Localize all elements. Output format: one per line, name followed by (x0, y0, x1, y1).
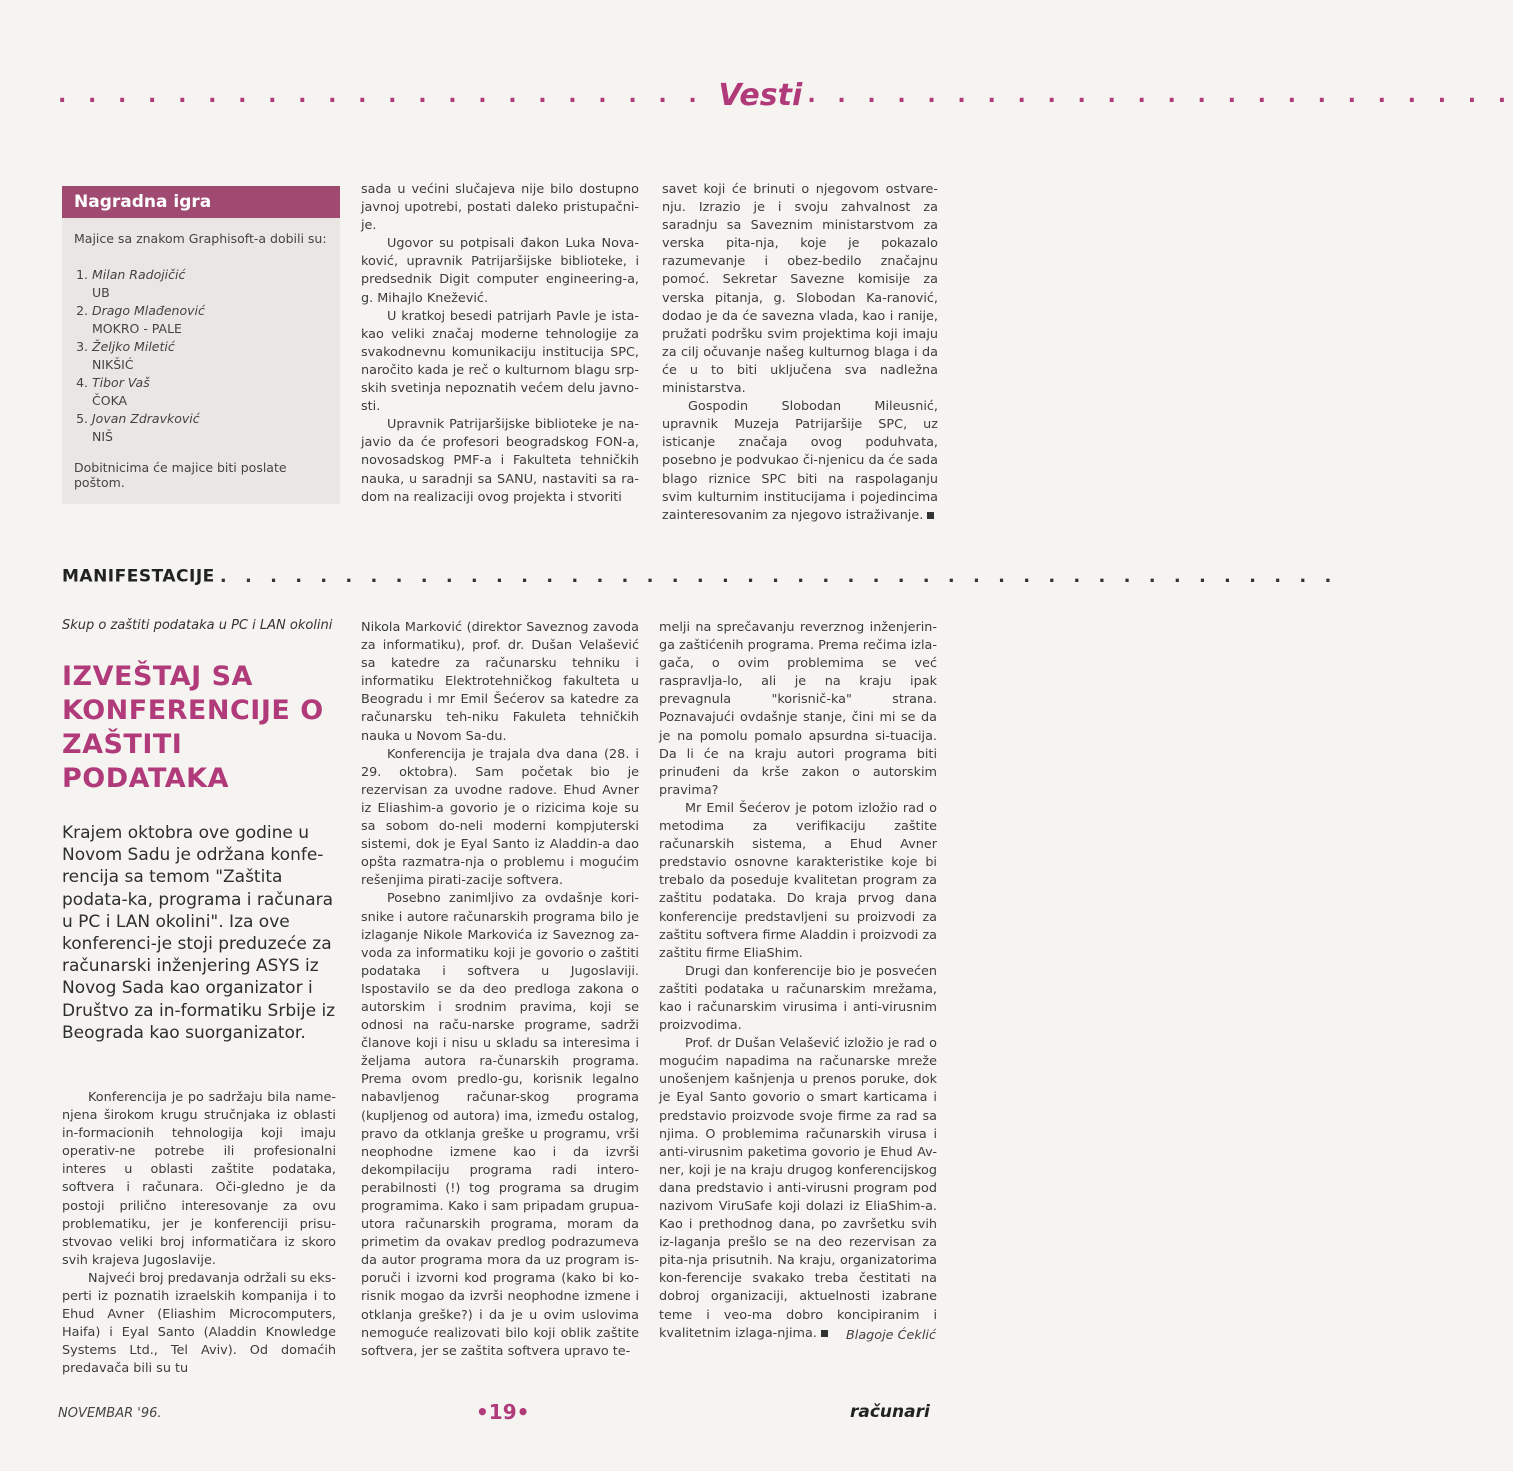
paragraph: Konferencija je po sadržaju bila name-njena širokom krugu stručnjaka iz oblasti in-formacionih tehnologija koji imaju operativ-ne potrebe ili profesionalni interes u oblasti zaštite podataka, softvera i računara. Oči-gledno je da postoji prilično interesovanje za ovu problematiku, jer je konferenciji prisu-stvovao veliki broj informatičara iz skoro svih krajeva Jugoslavije. (62, 1090, 336, 1268)
winner-item (92, 266, 328, 302)
top-column-3 (662, 181, 938, 525)
paragraph (659, 1035, 937, 1343)
winner-name: Drago Mlađenović (92, 303, 205, 318)
winner-name: Tibor Vaš (92, 375, 150, 390)
prize-game-intro: Majice sa znakom Graphisoft-a dobili su: (74, 231, 327, 246)
winner-place: ČOKA (92, 393, 128, 408)
winner-item (92, 338, 328, 374)
top-column-2 (361, 181, 639, 507)
paragraph: savet koji će brinuti o njegovom ostvare-nju. Izrazio je i svoju zahvalnost za saradnju sa Saveznim ministarstvom za verska pita-nja, koje je pokazalo razumevanje i obez-bedilo značajnu pomoć. Sekretar Savezne komisije za verska pitanja, g. Slobodan Ka-ranović, dodao je da će savezna vlada, kao i ranije, pružati podršku svim projektima koji imaju za cilj očuvanje našeg kulturnog blaga i da će u to biti uključena sva nadležna ministarstva. (662, 182, 938, 397)
article-headline: IZVEŠTAJ SA KONFERENCIJE O ZAŠTITI PODATAKA (62, 661, 324, 794)
prize-game-title: Nagradna igra (62, 186, 340, 218)
article-lead: Krajem oktobra ove godine u Novom Sadu je održana konfe-rencija sa temom "Zaštita podata-ka, programa i računara u PC i LAN okolini". Iza ove konferenci-je stoji preduzeće za računarski inženjering ASYS iz Novog Sada kao organizator i Društvo za in-formatiku Srbije iz Beograda kao suorganizator. (62, 823, 336, 1043)
winner-name: Željko Miletić (92, 339, 175, 354)
winner-item (92, 302, 328, 338)
end-mark-icon (927, 512, 934, 519)
winner-place: UB (92, 285, 110, 300)
paragraph: U kratkoj besedi patrijarh Pavle je ista-kao veliki značaj moderne tehnologije za svakodnevnu komunikaciju institucija SPC, naročito kada je reč o kulturnom blagu srp-skih svetinja nepoznatih većem delu javno-sti. (361, 308, 639, 415)
paragraph: Mr Emil Šećerov je potom izložio rad o metodima za verifikaciju zaštite računarskih sistema, a Ehud Avner predstavio osnovne karakteristike koje bi trebalo da poseduje kvalitetan program za zaštitu podataka. Do kraja prvog dana konferencije predstavljeni su proizvodi za zaštitu softvera firme Aladdin i proizvodi za zaštitu firme EliaShim. (659, 800, 937, 961)
paragraph: Ugovor su potpisali đakon Luka Nova-ković, upravnik Patrijaršijske biblioteke, i predsednik Digit computer engineering-a, g. Mihajlo Knežević. (361, 236, 639, 306)
section-header-title: Vesti (718, 78, 803, 113)
article-author: Blagoje Ćeklić (846, 1328, 936, 1343)
header-dots-right: . . . . . . . . . . . . . . . . . . . . . . . . (807, 83, 1513, 108)
paragraph: Konferencija je trajala dva dana (28. i 29. oktobra). Sam početak bio je rezervisan za uvodne radove. Ehud Avner iz Eliashim-a govorio je o rizicima koje su sa sobom do-neli moderni kompjuterski sistemi, dok je Eyal Santo iz Aladdin-a dao opšta razmatra-nja o problemu i mogućim rešenjima pirati-zacije softvera. (361, 746, 639, 889)
winner-name: Jovan Zdravković (92, 411, 200, 426)
prize-game-footer: Dobitnicima će majice biti poslate poštom. (74, 460, 287, 490)
page-number: •19• (476, 1400, 530, 1424)
winner-place: NIKŠIĆ (92, 357, 134, 372)
paragraph-text: Gospodin Slobodan Mileusnić, upravnik Muzeja Patrijaršije SPC, uz isticanje značaja ovog poduhvata, posebno je podvukao či-njenicu da će sada blago riznice SPC biti na raspolaganju svim kulturnim institucijama i pojedincima zainteresovanim za njegovo istraživanje. (662, 399, 938, 523)
paragraph-text: Prof. dr Dušan Velašević izložio je rad o mogućim napadima na računarske mreže unošenjem kašnjenja u prenos poruke, dok je Eyal Santo govorio o smart karticama i predstavio proizvode svoje firme za rad sa njima. O problemima računarskih virusa i anti-virusnim paketima govorio je Ehud Av-ner, koji je na kraju drugog konferencijskog dana predstavio i anti-virusni program pod nazivom ViruSafe koji dolazi iz EliaShim-a. Kao i prethodnog dana, po završetku svih iz-laganja prešlo se na deo rezervisan za pita-nja prisutnih. Na kraju, organizatorima kon-ferencije svakako treba čestitati na dobroj organizaciji, aktuelnosti izabrane teme i veo-ma dobro koncipiranim i kvalitetnim izlaga-njima. (659, 1036, 937, 1341)
paragraph: Upravnik Patrijaršijske biblioteke je na-javio da će profesori beogradskog FON-a, novosadskog PMF-a i Fakulteta tehničkih nauka, u saradnji sa SANU, nastaviti sa ra-dom na realizaciji ovog projekta i stvoriti (361, 417, 639, 505)
header-dots-left: . . . . . . . . . . . . . . . . . . . . . . (58, 83, 719, 108)
magazine-name: računari (850, 1402, 930, 1422)
paragraph: Posebno zanimljivo za ovdašnje kori-snike i autore računarskih programa bilo je izlaganje Nikole Markovića iz Saveznog za-voda za informatiku koji je govorio o zaštiti podataka i softvera u Jugoslaviji. Ispostavilo se da deo predloga zakona o autorskim i srodnim pravima, koji se odnosi na raču-narske programe, sadrži članove koji i nisu u skladu sa interesima i željama autora ra-čunarskih programa. Prema ovom predlo-gu, korisnik legalno nabavljenog računar-skog programa (kupljenog od autora) ima, između ostalog, pravo da otklanja greške u programu, vrši neophodne izmene kao i da izvrši dekompilaciju programa radi intero-perabilnosti (!) tog programa sa drugim programima. Kako i sam pripadam grupua-utora računarskih programa, moram da primetim da ovakav predlog podrazumeva da autor programa mora da uz program is-poruči i izvorni kod programa (kako bi ko-risnik mogao da izvrši neophodne izmene i otklanja greške?) i da je u ovim uslovima nemoguće realizovati bilo koji oblik zaštite softvera, jer se zaštita softvera upravo te- (361, 891, 639, 1359)
end-mark-icon (821, 1330, 828, 1337)
paragraph: sada u većini slučajeva nije bilo dostupno javnoj upotrebi, postati daleko pristupačni-je. (361, 182, 639, 234)
paragraph: melji na sprečavanju reverznog inženjerin-ga zaštićenih programa. Prema rečima izla-gača, o ovim problemima se već raspravlja-lo, ali je na kraju ipak prevagnula "korisnič-ka" strana. Poznavajući ovdašnje stanje, čini mi se da je na pomolu pomalo apsurdna si-tuacija. Da li će na kraju autori programa biti prinuđeni da krše zakon o autorskim pravima? (659, 620, 938, 798)
winner-item (92, 410, 328, 446)
article-kicker: Skup o zaštiti podataka u PC i LAN okolini (62, 618, 333, 633)
paragraph: Nikola Marković (direktor Saveznog zavoda za informatiku), prof. dr. Dušan Velašević sa katedre za računarsku tehniku i informatiku Elektrotehničkog fakulteta u Beogradu i mr Emil Šećerov sa katedre za računarsku teh-niku Fakuleta tehničkih nauka u Novom Sa-du. (361, 620, 639, 744)
winner-list (74, 266, 328, 446)
paragraph: Najveći broj predavanja održali su eks-perti iz poznatih izraelskih kompanija i to Ehud Avner (Eliashim Microcomputers, Haifa) i Eyal Santo (Aladdin Knowledge Systems Ltd., Tel Aviv). Od domaćih predavača bili su tu (62, 1270, 336, 1377)
prize-game-box (62, 186, 340, 504)
paragraph: Drugi dan konferencije bio je posvećen zaštiti podataka u računarskim mrežama, kao i računarskim virusima i anti-virusnim proizvodima. (659, 963, 937, 1034)
article-column-2 (361, 619, 639, 1361)
section-dots: . . . . . . . . . . . . . . . . . . . . . . . . . . . . . . . . . . . . . . . . . . . . . (219, 566, 1338, 587)
issue-date: NOVEMBAR '96. (58, 1406, 162, 1421)
paragraph (662, 398, 938, 525)
winner-place: NIŠ (92, 429, 113, 444)
section-header (58, 78, 1513, 114)
prize-game-body (62, 218, 340, 446)
section-manifestacije (62, 566, 1338, 590)
section-title: MANIFESTACIJE (62, 566, 215, 587)
winner-name: Milan Radojičić (92, 267, 186, 282)
winner-item (92, 374, 328, 410)
article-column-3 (659, 619, 937, 1343)
winner-place: MOKRO - PALE (92, 321, 182, 336)
article-column-1 (62, 1089, 336, 1379)
